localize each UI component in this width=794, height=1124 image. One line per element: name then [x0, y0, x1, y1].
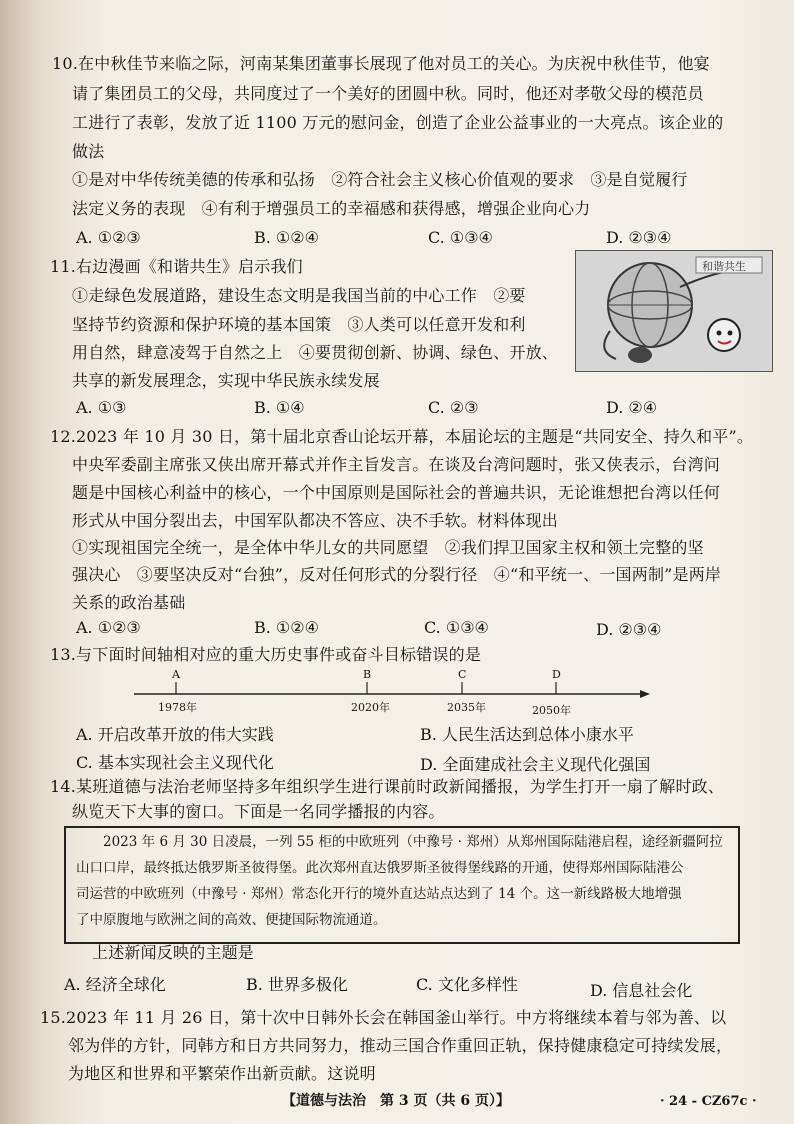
q14-option-d[interactable]: D. 信息社会化 — [590, 981, 693, 1000]
q12-option-c[interactable]: C. ①③④ — [424, 618, 489, 637]
news-line: 2023 年 6 月 30 日凌晨，一列 55 柜的中欧班列（中豫号 · 郑州）从郑州国际陆港启程，途经新疆阿拉 — [76, 834, 723, 850]
q14-option-b[interactable]: B. 世界多极化 — [246, 975, 348, 994]
timeline-year: 1978年 — [158, 701, 197, 714]
q10-statement-line: 法定义务的表现 ④有利于增强员工的幸福感和获得感，增强企业向心力 — [72, 199, 591, 218]
q10-stem-line: 做法 — [72, 142, 105, 161]
q11-option-c[interactable]: C. ②③ — [428, 398, 479, 417]
q11-option-b[interactable]: B. ①④ — [254, 398, 305, 417]
news-excerpt-box — [64, 826, 740, 944]
comic-caption: 和谐共生 — [702, 260, 746, 273]
q11-statement-line: ①走绿色发展道路，建设生态文明是我国当前的中心工作 ②要 — [72, 286, 526, 305]
q12-stem-line: 中央军委副主席张又侠出席开幕式并作主旨发言。在谈及台湾问题时，张又侠表示，台湾问 — [72, 455, 721, 474]
q12-statement-line: ①实现祖国完全统一，是全体中华儿女的共同愿望 ②我们捍卫国家主权和领土完整的坚 — [72, 538, 704, 557]
comic-harmonious-coexistence — [575, 250, 773, 372]
q12-option-d[interactable]: D. ②③④ — [596, 620, 662, 639]
q14-option-c[interactable]: C. 文化多样性 — [416, 975, 518, 994]
q11-option-d[interactable]: D. ②④ — [606, 398, 658, 417]
q12-statement-line: 关系的政治基础 — [72, 593, 186, 612]
q11-statement-line: 共享的新发展理念，实现中华民族永续发展 — [72, 371, 380, 390]
q11-stem-line: 11.右边漫画《和谐共生》启示我们 — [50, 257, 303, 276]
q15-stem-line: 为地区和世界和平繁荣作出新贡献。这说明 — [68, 1064, 376, 1083]
timeline-year: 2035年 — [447, 701, 486, 714]
timeline-point-d: D — [552, 668, 561, 681]
timeline-point-a: A — [172, 668, 180, 681]
page-footer-center: 【道德与法治 第 3 页（共 6 页）】 — [282, 1093, 510, 1109]
q14-stem-line: 14.某班道德与法治老师坚持多年组织学生进行课前时政新闻播报，为学生打开一扇了解时政、 — [50, 777, 725, 796]
q13-option-d[interactable]: D. 全面建成社会主义现代化强国 — [420, 755, 651, 774]
timeline-year: 2050年 — [532, 704, 571, 717]
q11-statement-line: 坚持节约资源和保护环境的基本国策 ③人类可以任意开发和利 — [72, 315, 526, 334]
news-line: 山口口岸，最终抵达俄罗斯圣彼得堡。此次郑州直达俄罗斯圣彼得堡线路的开通，使得郑州国际陆港公 — [76, 860, 684, 876]
q12-stem-line: 形式从中国分裂出去，中国军队都决不答应、决不手软。材料体现出 — [72, 511, 559, 530]
q12-option-b[interactable]: B. ①②④ — [254, 618, 319, 637]
q11-option-a[interactable]: A. ①③ — [76, 398, 127, 417]
q11-statement-line: 用自然，肆意凌驾于自然之上 ④要贯彻创新、协调、绿色、开放、 — [72, 343, 559, 362]
q13-option-b[interactable]: B. 人民生活达到总体小康水平 — [420, 725, 634, 744]
news-line: 司运营的中欧班列（中豫号 · 郑州）常态化开行的境外直达站点达到了 14 个。这一新线路极大地增强 — [76, 886, 682, 902]
q10-stem-line: 工进行了表彰，发放了近 1100 万元的慰问金，创造了企业公益事业的一大亮点。该企业的 — [72, 113, 724, 132]
q10-stem-line: 请了集团员工的父母，共同度过了一个美好的团圆中秋。同时，他还对孝敬父母的模范员 — [72, 84, 704, 103]
q12-stem-line: 12.2023 年 10 月 30 日，第十届北京香山论坛开幕，本届论坛的主题是“共同安全、持久和平”。 — [50, 427, 754, 446]
timeline-point-b: B — [363, 668, 372, 681]
page-footer-code: · 24 - CZ67c · — [660, 1094, 757, 1109]
timeline-year: 2020年 — [351, 701, 390, 714]
q14-option-a[interactable]: A. 经济全球化 — [64, 975, 166, 994]
q12-stem-line: 题是中国核心利益中的核心，一个中国原则是国际社会的普遍共识，无论谁想把台湾以任何 — [72, 483, 721, 502]
q13-option-c[interactable]: C. 基本实现社会主义现代化 — [76, 753, 274, 772]
timeline-point-c: C — [458, 668, 467, 681]
q15-stem-line: 15.2023 年 11 月 26 日，第十次中日韩外长会在韩国釜山举行。中方将继续本着与邻为善、以 — [40, 1008, 727, 1027]
q13-stem-line: 13.与下面时间轴相对应的重大历史事件或奋斗目标错误的是 — [50, 645, 482, 664]
q10-option-b[interactable]: B. ①②④ — [254, 228, 319, 247]
q14-question-line: 上述新闻反映的主题是 — [92, 943, 255, 962]
q10-stem-line: 10.在中秋佳节来临之际，河南某集团董事长展现了他对员工的关心。为庆祝中秋佳节，他宴 — [52, 54, 710, 73]
q10-option-d[interactable]: D. ②③④ — [606, 228, 672, 247]
q14-stem-line: 纵览天下大事的窗口。下面是一名同学播报的内容。 — [72, 802, 445, 821]
q10-statement-line: ①是对中华传统美德的传承和弘扬 ②符合社会主义核心价值观的要求 ③是自觉履行 — [72, 170, 688, 189]
news-line: 了中原腹地与欧洲之间的高效、便捷国际物流通道。 — [76, 912, 387, 928]
q12-option-a[interactable]: A. ①②③ — [76, 618, 141, 637]
q10-option-c[interactable]: C. ①③④ — [428, 228, 493, 247]
q12-statement-line: 强决心 ③要坚决反对“台独”，反对任何形式的分裂行径 ④“和平统一、一国两制”是两岸 — [72, 565, 722, 584]
q10-option-a[interactable]: A. ①②③ — [76, 228, 141, 247]
q15-stem-line: 邻为伴的方针，同韩方和日方共同努力，推动三国合作重回正轨，保持健康稳定可持续发展， — [68, 1036, 733, 1055]
q13-option-a[interactable]: A. 开启改革开放的伟大实践 — [76, 725, 274, 744]
